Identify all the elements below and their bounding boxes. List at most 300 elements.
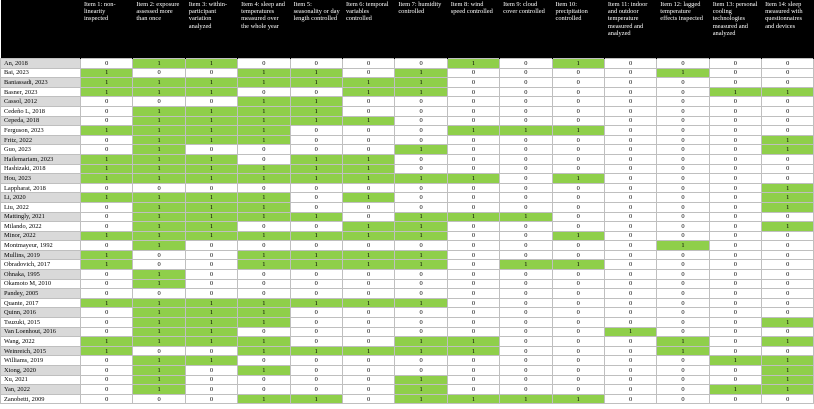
score-cell: 0: [81, 183, 133, 193]
score-cell: 0: [342, 68, 394, 78]
score-cell: 0: [447, 298, 499, 308]
table-row: [1, 308, 814, 318]
score-cell: 0: [552, 87, 604, 97]
table-row: [1, 126, 814, 136]
score-cell: 1: [762, 366, 814, 376]
score-cell: 1: [500, 394, 552, 404]
score-cell: 0: [81, 366, 133, 376]
score-cell: 0: [500, 174, 552, 184]
score-cell: 0: [657, 289, 709, 299]
score-cell: 0: [447, 385, 499, 395]
score-cell: 1: [133, 202, 185, 212]
score-cell: 0: [500, 231, 552, 241]
score-cell: 1: [185, 164, 237, 174]
score-cell: 1: [238, 318, 290, 328]
score-cell: 0: [395, 183, 447, 193]
score-cell: 0: [185, 250, 237, 260]
table-row: [1, 375, 814, 385]
score-cell: 0: [552, 222, 604, 232]
score-cell: 0: [81, 375, 133, 385]
score-cell: 0: [81, 279, 133, 289]
score-cell: 0: [185, 270, 237, 280]
score-cell: 1: [81, 337, 133, 347]
score-cell: 0: [657, 366, 709, 376]
score-cell: 1: [81, 154, 133, 164]
score-cell: 0: [81, 270, 133, 280]
score-cell: 0: [342, 241, 394, 251]
score-cell: 1: [500, 212, 552, 222]
table-row: [1, 59, 814, 69]
score-cell: 0: [185, 385, 237, 395]
score-cell: 1: [185, 327, 237, 337]
score-cell: 1: [342, 231, 394, 241]
score-cell: 0: [290, 318, 342, 328]
score-cell: 0: [762, 250, 814, 260]
score-cell: 1: [133, 279, 185, 289]
score-cell: 0: [500, 366, 552, 376]
score-cell: 1: [133, 154, 185, 164]
score-cell: 1: [185, 78, 237, 88]
score-cell: 0: [81, 289, 133, 299]
score-cell: 0: [604, 222, 656, 232]
score-cell: 1: [290, 116, 342, 126]
score-cell: 0: [500, 308, 552, 318]
table-row: [1, 97, 814, 107]
study-name: Obradovich, 2017: [1, 260, 81, 270]
score-cell: 0: [500, 135, 552, 145]
score-cell: 1: [185, 174, 237, 184]
score-cell: 0: [81, 356, 133, 366]
score-cell: 0: [290, 279, 342, 289]
score-cell: 0: [552, 106, 604, 116]
study-name: Wang, 2022: [1, 337, 81, 347]
score-cell: 1: [762, 193, 814, 203]
score-cell: 0: [81, 308, 133, 318]
score-cell: 0: [185, 183, 237, 193]
score-cell: 0: [552, 164, 604, 174]
study-name: Cepeda, 2018: [1, 116, 81, 126]
score-cell: 1: [81, 250, 133, 260]
score-cell: 1: [447, 212, 499, 222]
score-cell: 0: [447, 289, 499, 299]
score-cell: 0: [395, 366, 447, 376]
score-cell: 1: [447, 126, 499, 136]
score-cell: 0: [762, 174, 814, 184]
score-cell: 0: [500, 97, 552, 107]
score-cell: 1: [395, 222, 447, 232]
score-cell: 0: [604, 289, 656, 299]
score-cell: 0: [395, 318, 447, 328]
score-cell: 0: [709, 78, 761, 88]
table-row: [1, 78, 814, 88]
score-cell: 0: [447, 135, 499, 145]
score-cell: 1: [133, 212, 185, 222]
score-cell: 0: [604, 346, 656, 356]
table-row: [1, 366, 814, 376]
table-row: [1, 106, 814, 116]
score-cell: 0: [447, 270, 499, 280]
score-cell: 0: [552, 375, 604, 385]
score-cell: 1: [238, 212, 290, 222]
score-cell: 0: [552, 346, 604, 356]
score-cell: 0: [395, 270, 447, 280]
score-cell: 1: [395, 260, 447, 270]
score-cell: 0: [657, 106, 709, 116]
score-cell: 0: [552, 279, 604, 289]
score-cell: 0: [552, 327, 604, 337]
score-cell: 0: [762, 116, 814, 126]
score-cell: 0: [500, 250, 552, 260]
score-cell: 0: [447, 241, 499, 251]
score-cell: 0: [604, 337, 656, 347]
score-cell: 0: [447, 154, 499, 164]
score-cell: 0: [709, 260, 761, 270]
score-cell: 1: [133, 222, 185, 232]
score-cell: 0: [500, 222, 552, 232]
header-item-10: Item 10: precipitation controlled: [552, 0, 604, 59]
score-cell: 1: [133, 241, 185, 251]
score-cell: 1: [81, 174, 133, 184]
score-cell: 0: [604, 154, 656, 164]
score-cell: 0: [709, 327, 761, 337]
score-cell: 1: [133, 231, 185, 241]
table-row: [1, 356, 814, 366]
score-cell: 0: [762, 164, 814, 174]
score-cell: 1: [657, 337, 709, 347]
score-cell: 0: [709, 116, 761, 126]
score-cell: 0: [762, 327, 814, 337]
score-cell: 1: [395, 231, 447, 241]
score-cell: 0: [81, 222, 133, 232]
score-cell: 1: [290, 346, 342, 356]
score-cell: 0: [238, 87, 290, 97]
table-row: [1, 289, 814, 299]
score-cell: 0: [395, 126, 447, 136]
score-cell: 1: [290, 106, 342, 116]
score-cell: 0: [342, 270, 394, 280]
score-cell: 0: [500, 164, 552, 174]
score-cell: 1: [238, 193, 290, 203]
table-row: [1, 87, 814, 97]
study-name: Minor, 2022: [1, 231, 81, 241]
score-cell: 1: [133, 78, 185, 88]
score-cell: 0: [238, 356, 290, 366]
score-cell: 1: [133, 87, 185, 97]
header-item-8: Item 8: wind speed controlled: [447, 0, 499, 59]
score-cell: 0: [657, 174, 709, 184]
score-cell: 1: [342, 174, 394, 184]
score-cell: 0: [604, 356, 656, 366]
score-cell: 0: [762, 308, 814, 318]
study-name: Mullins, 2019: [1, 250, 81, 260]
score-cell: 0: [238, 183, 290, 193]
score-cell: 1: [185, 356, 237, 366]
study-name: Okamoto M, 2010: [1, 279, 81, 289]
score-cell: 0: [81, 59, 133, 69]
score-cell: 0: [762, 241, 814, 251]
score-cell: 0: [185, 68, 237, 78]
score-cell: 0: [500, 270, 552, 280]
score-cell: 0: [447, 356, 499, 366]
score-cell: 0: [185, 97, 237, 107]
table-row: [1, 183, 814, 193]
header-item-2: Item 2: exposure assessed more than once: [133, 0, 185, 59]
score-cell: 0: [657, 116, 709, 126]
score-cell: 0: [604, 106, 656, 116]
score-cell: 0: [290, 202, 342, 212]
score-cell: 1: [290, 97, 342, 107]
score-cell: 1: [81, 193, 133, 203]
score-cell: 1: [395, 68, 447, 78]
score-cell: 0: [342, 183, 394, 193]
score-cell: 1: [290, 154, 342, 164]
score-cell: 0: [709, 193, 761, 203]
score-cell: 0: [290, 385, 342, 395]
score-cell: 0: [604, 212, 656, 222]
study-name: Li, 2020: [1, 193, 81, 203]
score-cell: 0: [133, 394, 185, 404]
score-cell: 0: [395, 241, 447, 251]
score-cell: 0: [447, 183, 499, 193]
score-cell: 1: [133, 106, 185, 116]
score-cell: 0: [447, 222, 499, 232]
score-cell: 0: [342, 97, 394, 107]
score-cell: 0: [342, 375, 394, 385]
score-cell: 0: [447, 145, 499, 155]
score-cell: 1: [185, 222, 237, 232]
score-cell: 0: [709, 126, 761, 136]
study-name: Quante, 2017: [1, 298, 81, 308]
study-name: Tsuzuki, 2015: [1, 318, 81, 328]
score-cell: 1: [447, 346, 499, 356]
study-name: Van Loenhout, 2016: [1, 327, 81, 337]
score-cell: 0: [185, 145, 237, 155]
study-name: Cedeño L, 2018: [1, 106, 81, 116]
study-name: Zanobetti, 2009: [1, 394, 81, 404]
score-cell: 0: [395, 154, 447, 164]
score-cell: 1: [709, 356, 761, 366]
score-cell: 0: [657, 318, 709, 328]
score-cell: 0: [657, 183, 709, 193]
score-cell: 1: [133, 375, 185, 385]
score-cell: 0: [290, 337, 342, 347]
score-cell: 0: [657, 126, 709, 136]
header-item-4: Item 4: sleep and temperatures measured over the whole year: [238, 0, 290, 59]
score-cell: 0: [552, 154, 604, 164]
score-cell: 0: [342, 327, 394, 337]
score-cell: 0: [709, 337, 761, 347]
score-cell: 0: [604, 298, 656, 308]
study-name: Quinn, 2016: [1, 308, 81, 318]
score-cell: 0: [604, 164, 656, 174]
score-cell: 1: [500, 126, 552, 136]
score-cell: 0: [709, 298, 761, 308]
score-cell: 0: [81, 394, 133, 404]
score-cell: 1: [81, 260, 133, 270]
score-cell: 0: [709, 250, 761, 260]
score-cell: 0: [500, 202, 552, 212]
study-name: Montmayeur, 1992: [1, 241, 81, 251]
score-cell: 0: [447, 231, 499, 241]
score-cell: 0: [81, 202, 133, 212]
score-cell: 0: [604, 250, 656, 260]
score-cell: 0: [552, 202, 604, 212]
score-cell: 1: [185, 87, 237, 97]
score-cell: 1: [238, 337, 290, 347]
score-cell: 0: [447, 106, 499, 116]
score-cell: 0: [395, 308, 447, 318]
score-cell: 0: [133, 260, 185, 270]
score-cell: 0: [447, 260, 499, 270]
score-cell: 0: [500, 145, 552, 155]
score-cell: 0: [290, 183, 342, 193]
score-cell: 1: [133, 327, 185, 337]
score-cell: 0: [133, 346, 185, 356]
score-cell: 1: [552, 126, 604, 136]
table-row: [1, 298, 814, 308]
score-cell: 0: [447, 318, 499, 328]
study-name: Hou, 2023: [1, 174, 81, 184]
score-cell: 1: [395, 394, 447, 404]
score-cell: 0: [604, 366, 656, 376]
score-cell: 0: [762, 289, 814, 299]
score-cell: 0: [552, 318, 604, 328]
score-cell: 0: [500, 116, 552, 126]
score-cell: 0: [604, 68, 656, 78]
score-cell: 0: [709, 375, 761, 385]
score-cell: 0: [395, 97, 447, 107]
score-cell: 0: [552, 183, 604, 193]
score-cell: 0: [395, 106, 447, 116]
score-cell: 0: [500, 337, 552, 347]
score-cell: 0: [500, 183, 552, 193]
score-cell: 0: [342, 366, 394, 376]
score-cell: 0: [81, 145, 133, 155]
score-cell: 0: [500, 356, 552, 366]
score-cell: 1: [447, 394, 499, 404]
score-cell: 1: [762, 318, 814, 328]
score-cell: 1: [290, 394, 342, 404]
score-cell: 0: [709, 145, 761, 155]
score-cell: 0: [500, 154, 552, 164]
score-cell: 0: [290, 356, 342, 366]
score-cell: 0: [709, 346, 761, 356]
score-cell: 0: [552, 135, 604, 145]
score-cell: 0: [657, 231, 709, 241]
score-cell: 0: [290, 241, 342, 251]
study-name: Ferguson, 2023: [1, 126, 81, 136]
score-cell: 0: [657, 193, 709, 203]
score-cell: 0: [709, 135, 761, 145]
score-cell: 0: [500, 193, 552, 203]
score-cell: 0: [238, 289, 290, 299]
score-cell: 0: [238, 385, 290, 395]
header-item-14: Item 14: sleep measured with questionnaires and devices: [762, 0, 814, 59]
score-cell: 1: [342, 164, 394, 174]
score-cell: 0: [500, 327, 552, 337]
score-cell: 1: [395, 337, 447, 347]
score-cell: 0: [604, 279, 656, 289]
score-cell: 1: [133, 193, 185, 203]
header-item-1: Item 1: non-linearity inspected: [81, 0, 133, 59]
score-cell: 1: [342, 87, 394, 97]
study-name: Xiong, 2020: [1, 366, 81, 376]
score-cell: 1: [185, 202, 237, 212]
score-cell: 0: [185, 241, 237, 251]
table-row: [1, 346, 814, 356]
score-cell: 0: [395, 289, 447, 299]
score-cell: 1: [238, 78, 290, 88]
score-cell: 0: [604, 231, 656, 241]
score-cell: 0: [552, 78, 604, 88]
score-cell: 0: [447, 87, 499, 97]
score-cell: 1: [657, 346, 709, 356]
score-cell: 0: [657, 59, 709, 69]
score-cell: 0: [604, 318, 656, 328]
score-cell: 1: [762, 375, 814, 385]
score-cell: 1: [133, 366, 185, 376]
study-name: Mattingly, 2021: [1, 212, 81, 222]
score-cell: 0: [657, 145, 709, 155]
score-cell: 0: [762, 260, 814, 270]
score-cell: 0: [238, 270, 290, 280]
score-cell: 1: [81, 68, 133, 78]
score-cell: 1: [395, 174, 447, 184]
score-cell: 1: [81, 298, 133, 308]
score-cell: 0: [657, 97, 709, 107]
score-cell: 0: [500, 346, 552, 356]
score-cell: 0: [342, 356, 394, 366]
score-cell: 0: [500, 385, 552, 395]
score-cell: 1: [81, 78, 133, 88]
score-cell: 0: [657, 87, 709, 97]
score-cell: 0: [552, 385, 604, 395]
score-cell: 0: [133, 250, 185, 260]
score-cell: 1: [762, 202, 814, 212]
score-cell: 0: [133, 68, 185, 78]
score-cell: 0: [290, 222, 342, 232]
score-cell: 0: [657, 298, 709, 308]
score-cell: 1: [185, 298, 237, 308]
score-cell: 1: [395, 298, 447, 308]
score-cell: 0: [657, 260, 709, 270]
score-cell: 1: [395, 87, 447, 97]
score-cell: 1: [133, 116, 185, 126]
score-cell: 1: [81, 164, 133, 174]
score-cell: 0: [604, 193, 656, 203]
score-cell: 1: [762, 222, 814, 232]
score-cell: 0: [238, 327, 290, 337]
score-cell: 0: [81, 241, 133, 251]
score-cell: 1: [342, 116, 394, 126]
score-cell: 0: [342, 145, 394, 155]
score-cell: 0: [133, 289, 185, 299]
header-item-11: Item 11: indoor and outdoor temperature measured and analyzed: [604, 0, 656, 59]
score-cell: 0: [709, 308, 761, 318]
study-name: Williams, 2019: [1, 356, 81, 366]
score-cell: 0: [604, 78, 656, 88]
score-cell: 0: [395, 59, 447, 69]
score-cell: 0: [447, 116, 499, 126]
score-cell: 0: [604, 126, 656, 136]
score-cell: 1: [657, 241, 709, 251]
score-cell: 1: [133, 298, 185, 308]
score-cell: 0: [552, 145, 604, 155]
study-name: Milando, 2022: [1, 222, 81, 232]
study-name: Baniassadi, 2023: [1, 78, 81, 88]
score-cell: 1: [185, 154, 237, 164]
score-cell: 1: [342, 193, 394, 203]
